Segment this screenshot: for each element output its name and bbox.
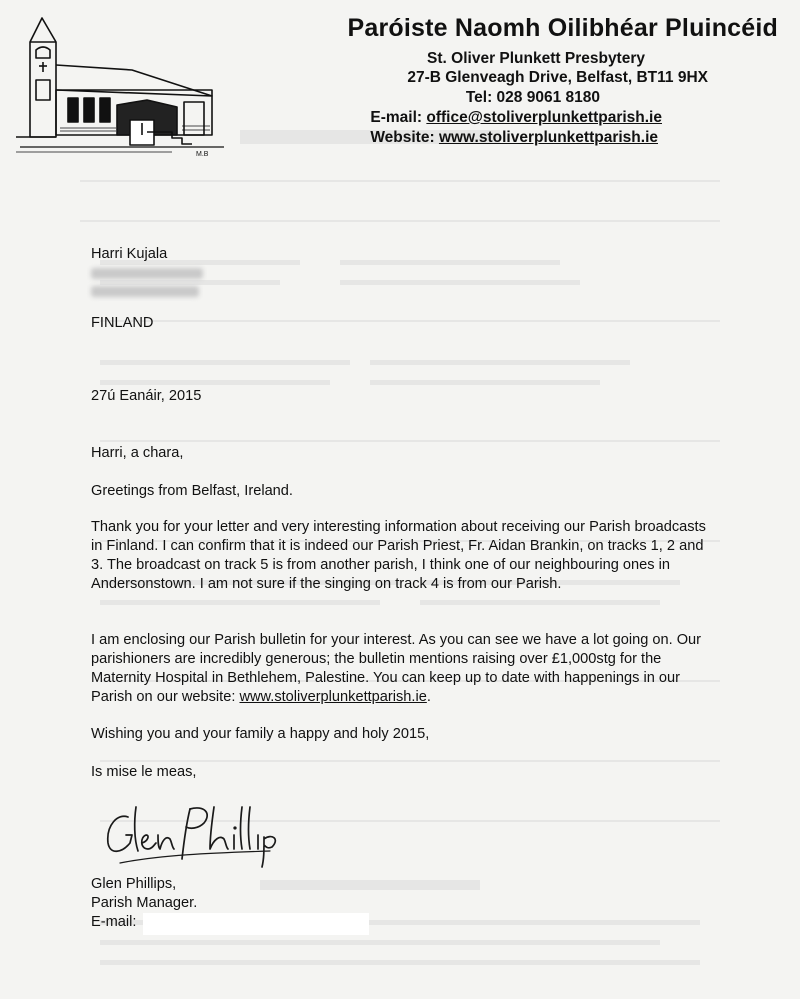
recipient-address-blurred-1 xyxy=(91,266,203,285)
website-link[interactable]: www.stoliverplunkettparish.ie xyxy=(438,129,658,146)
website-label: Website: xyxy=(370,129,435,146)
paragraph-wishes: Wishing you and your family a happy and holy 2015, xyxy=(91,726,430,742)
presbytery-name: St. Oliver Plunkett Presbytery xyxy=(427,50,645,67)
paragraph-bulletin-text: I am enclosing our Parish bulletin for your interest. As you can see we have a lot going on. Our parishioners are incredibly generous; the bulletin mentions raising over £1,000stg for the Maternity Hospital in Bethlehem, Palestine. You can keep up to date with happenings in our Parish on our website: xyxy=(91,632,702,705)
signatory-title: Parish Manager. xyxy=(91,895,198,911)
parish-address: 27-B Glenveagh Drive, Belfast, BT11 9HX xyxy=(407,69,708,86)
bulletin-website-link[interactable]: www.stoliverplunkettparish.ie xyxy=(239,689,427,705)
website-line xyxy=(370,128,658,147)
email-link[interactable]: office@stoliverplunkettparish.ie xyxy=(426,109,662,126)
parish-telephone: Tel: 028 9061 8180 xyxy=(465,89,600,106)
recipient-name: Harri Kujala xyxy=(91,246,168,262)
redacted-email-box xyxy=(143,913,369,935)
parish-title: Paróiste Naomh Oilibhéar Pluincéid xyxy=(347,14,778,42)
recipient-country: FINLAND xyxy=(91,315,154,331)
recipient-address-blurred-2 xyxy=(91,284,199,303)
signatory-email-label: E-mail: xyxy=(91,914,137,930)
logo-initials: M.B xyxy=(196,151,209,158)
signatory-name: Glen Phillips, xyxy=(91,876,177,892)
letter-date: 27ú Eanáir, 2015 xyxy=(91,388,202,404)
paragraph-broadcasts: Thank you for your letter and very interesting information about receiving our Parish broadcasts in Finland. I can confirm that it is indeed our Parish Priest, Fr. Aidan Brankin, on tracks 1, 2 and 3. The broadcast on track 5 is from another parish, I think one of our neighbouring ones in Andersonstown. I am not sure if the singing on track 4 is from our Parish. xyxy=(91,519,706,592)
email-label: E-mail: xyxy=(370,109,423,126)
handwritten-signature xyxy=(100,795,300,870)
email-line xyxy=(370,108,662,127)
bulletin-period: . xyxy=(426,689,431,705)
paragraph-bulletin xyxy=(91,631,711,707)
church-logo xyxy=(12,10,234,160)
closing: Is mise le meas, xyxy=(91,764,197,780)
paragraph-greeting: Greetings from Belfast, Ireland. xyxy=(91,483,293,499)
salutation: Harri, a chara, xyxy=(91,445,184,461)
